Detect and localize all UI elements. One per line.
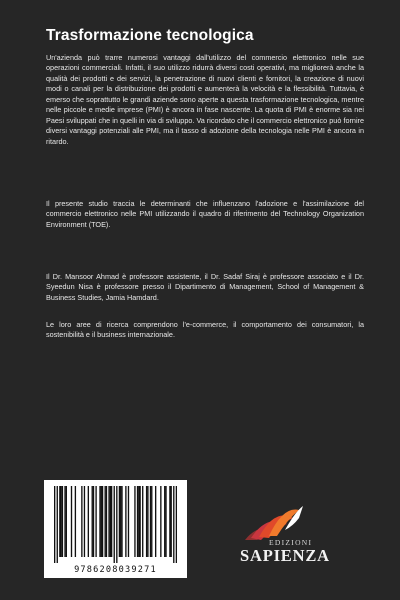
barcode-bar <box>104 486 105 557</box>
barcode-bars <box>54 486 177 563</box>
barcode-bar <box>106 486 107 557</box>
barcode-bar <box>169 486 170 557</box>
barcode-bar <box>54 486 55 563</box>
barcode-bar <box>139 486 140 557</box>
barcode-bar <box>165 486 166 557</box>
barcode-bar <box>151 486 152 557</box>
isbn-number: 9786208039271 <box>74 565 157 575</box>
barcode-bar <box>173 486 174 563</box>
author-bio-paragraph: Le loro aree di ricerca comprendono l'e-commerce, il comportamento dei consumatori, la sostenibilità e il business internazionale. <box>46 320 364 340</box>
barcode-bar <box>59 486 60 557</box>
barcode-bar <box>93 486 94 557</box>
barcode-bar <box>114 486 115 563</box>
barcode-bar <box>81 486 82 557</box>
barcode-bar <box>138 486 139 557</box>
book-title: Trasformazione tecnologica <box>46 27 254 44</box>
barcode-bar <box>102 486 103 557</box>
barcode-bar <box>134 486 135 557</box>
barcode-bar <box>116 486 117 563</box>
barcode-bar <box>111 486 112 557</box>
publisher-label: EDIZIONI <box>269 538 313 547</box>
barcode-bar <box>147 486 148 557</box>
barcode-bar <box>64 486 65 557</box>
barcode-bar <box>164 486 165 557</box>
barcode-bar <box>176 486 177 563</box>
description-paragraph: Il presente studio traccia le determinanti che influenzano l'adozione e l'assimilazione del commercio elettronico nelle PMI utilizzando il quadro di riferimento del Technology Organization Environment (TOE). <box>46 199 364 229</box>
barcode-bar <box>120 486 121 557</box>
publisher-name: SAPIENZA <box>240 546 330 565</box>
barcode-bar <box>71 486 72 557</box>
barcode-bar <box>88 486 89 557</box>
barcode-bar <box>60 486 61 557</box>
author-bio-paragraph: Il Dr. Mansoor Ahmad è professore assistente, il Dr. Sadaf Siraj è professore associato e il Dr. Syeedun Nisa è professore presso il Dipartimento di Management, School of Management & Business Studies, Jamia Hamdard. <box>46 272 364 302</box>
barcode-bar <box>99 486 100 557</box>
barcode-bar <box>66 486 67 557</box>
barcode-bar <box>160 486 161 557</box>
barcode-bar <box>75 486 76 557</box>
barcode-bar <box>101 486 102 557</box>
barcode-bar <box>108 486 109 557</box>
barcode-bar <box>128 486 129 557</box>
description-paragraph: Un'azienda può trarre numerosi vantaggi dall'utilizzo del commercio elettronico nelle sue operazioni commerciali. Infatti, il suo utilizzo ridurrà diversi costi operativi, ma migliorerà anche la qualità dei prodotti e dei servizi, la penetrazione di nuovi clienti e fornitori, la creazione di nuovi modi o canali per la distribuzione dei prodotti e aumenterà la velocità e la flessibilità. Tuttavia, è emerso che soprattutto le grandi aziende sono aperte a questa trasformazione tecnologica, mentre nelle piccole e medie imprese (PMI) è ancora in fase nascente. La quota di PMI è enorme sia nei Paesi sviluppati che in quelli in via di sviluppo. Va ricordato che il commercio elettronico può fornire diversi vantaggi potenziali alle PMI, ma il tasso di adozione della tecnologia nelle PMI è ancora in ritardo. <box>46 53 364 146</box>
isbn-barcode <box>44 480 187 578</box>
barcode-bar <box>95 486 96 557</box>
barcode-bar <box>57 486 58 563</box>
barcode-bar <box>125 486 126 557</box>
barcode-bar <box>84 486 85 557</box>
barcode-bar <box>110 486 111 557</box>
barcode-bar <box>137 486 138 557</box>
barcode-bar <box>62 486 63 557</box>
barcode-bar <box>119 486 120 557</box>
barcode-bar <box>92 486 93 557</box>
barcode-bar <box>121 486 122 557</box>
barcode-bar <box>146 486 147 557</box>
barcode-bar <box>150 486 151 557</box>
barcode-bar <box>155 486 156 557</box>
barcode-bar <box>171 486 172 557</box>
publisher-logo <box>237 500 337 580</box>
barcode-bar <box>142 486 143 557</box>
